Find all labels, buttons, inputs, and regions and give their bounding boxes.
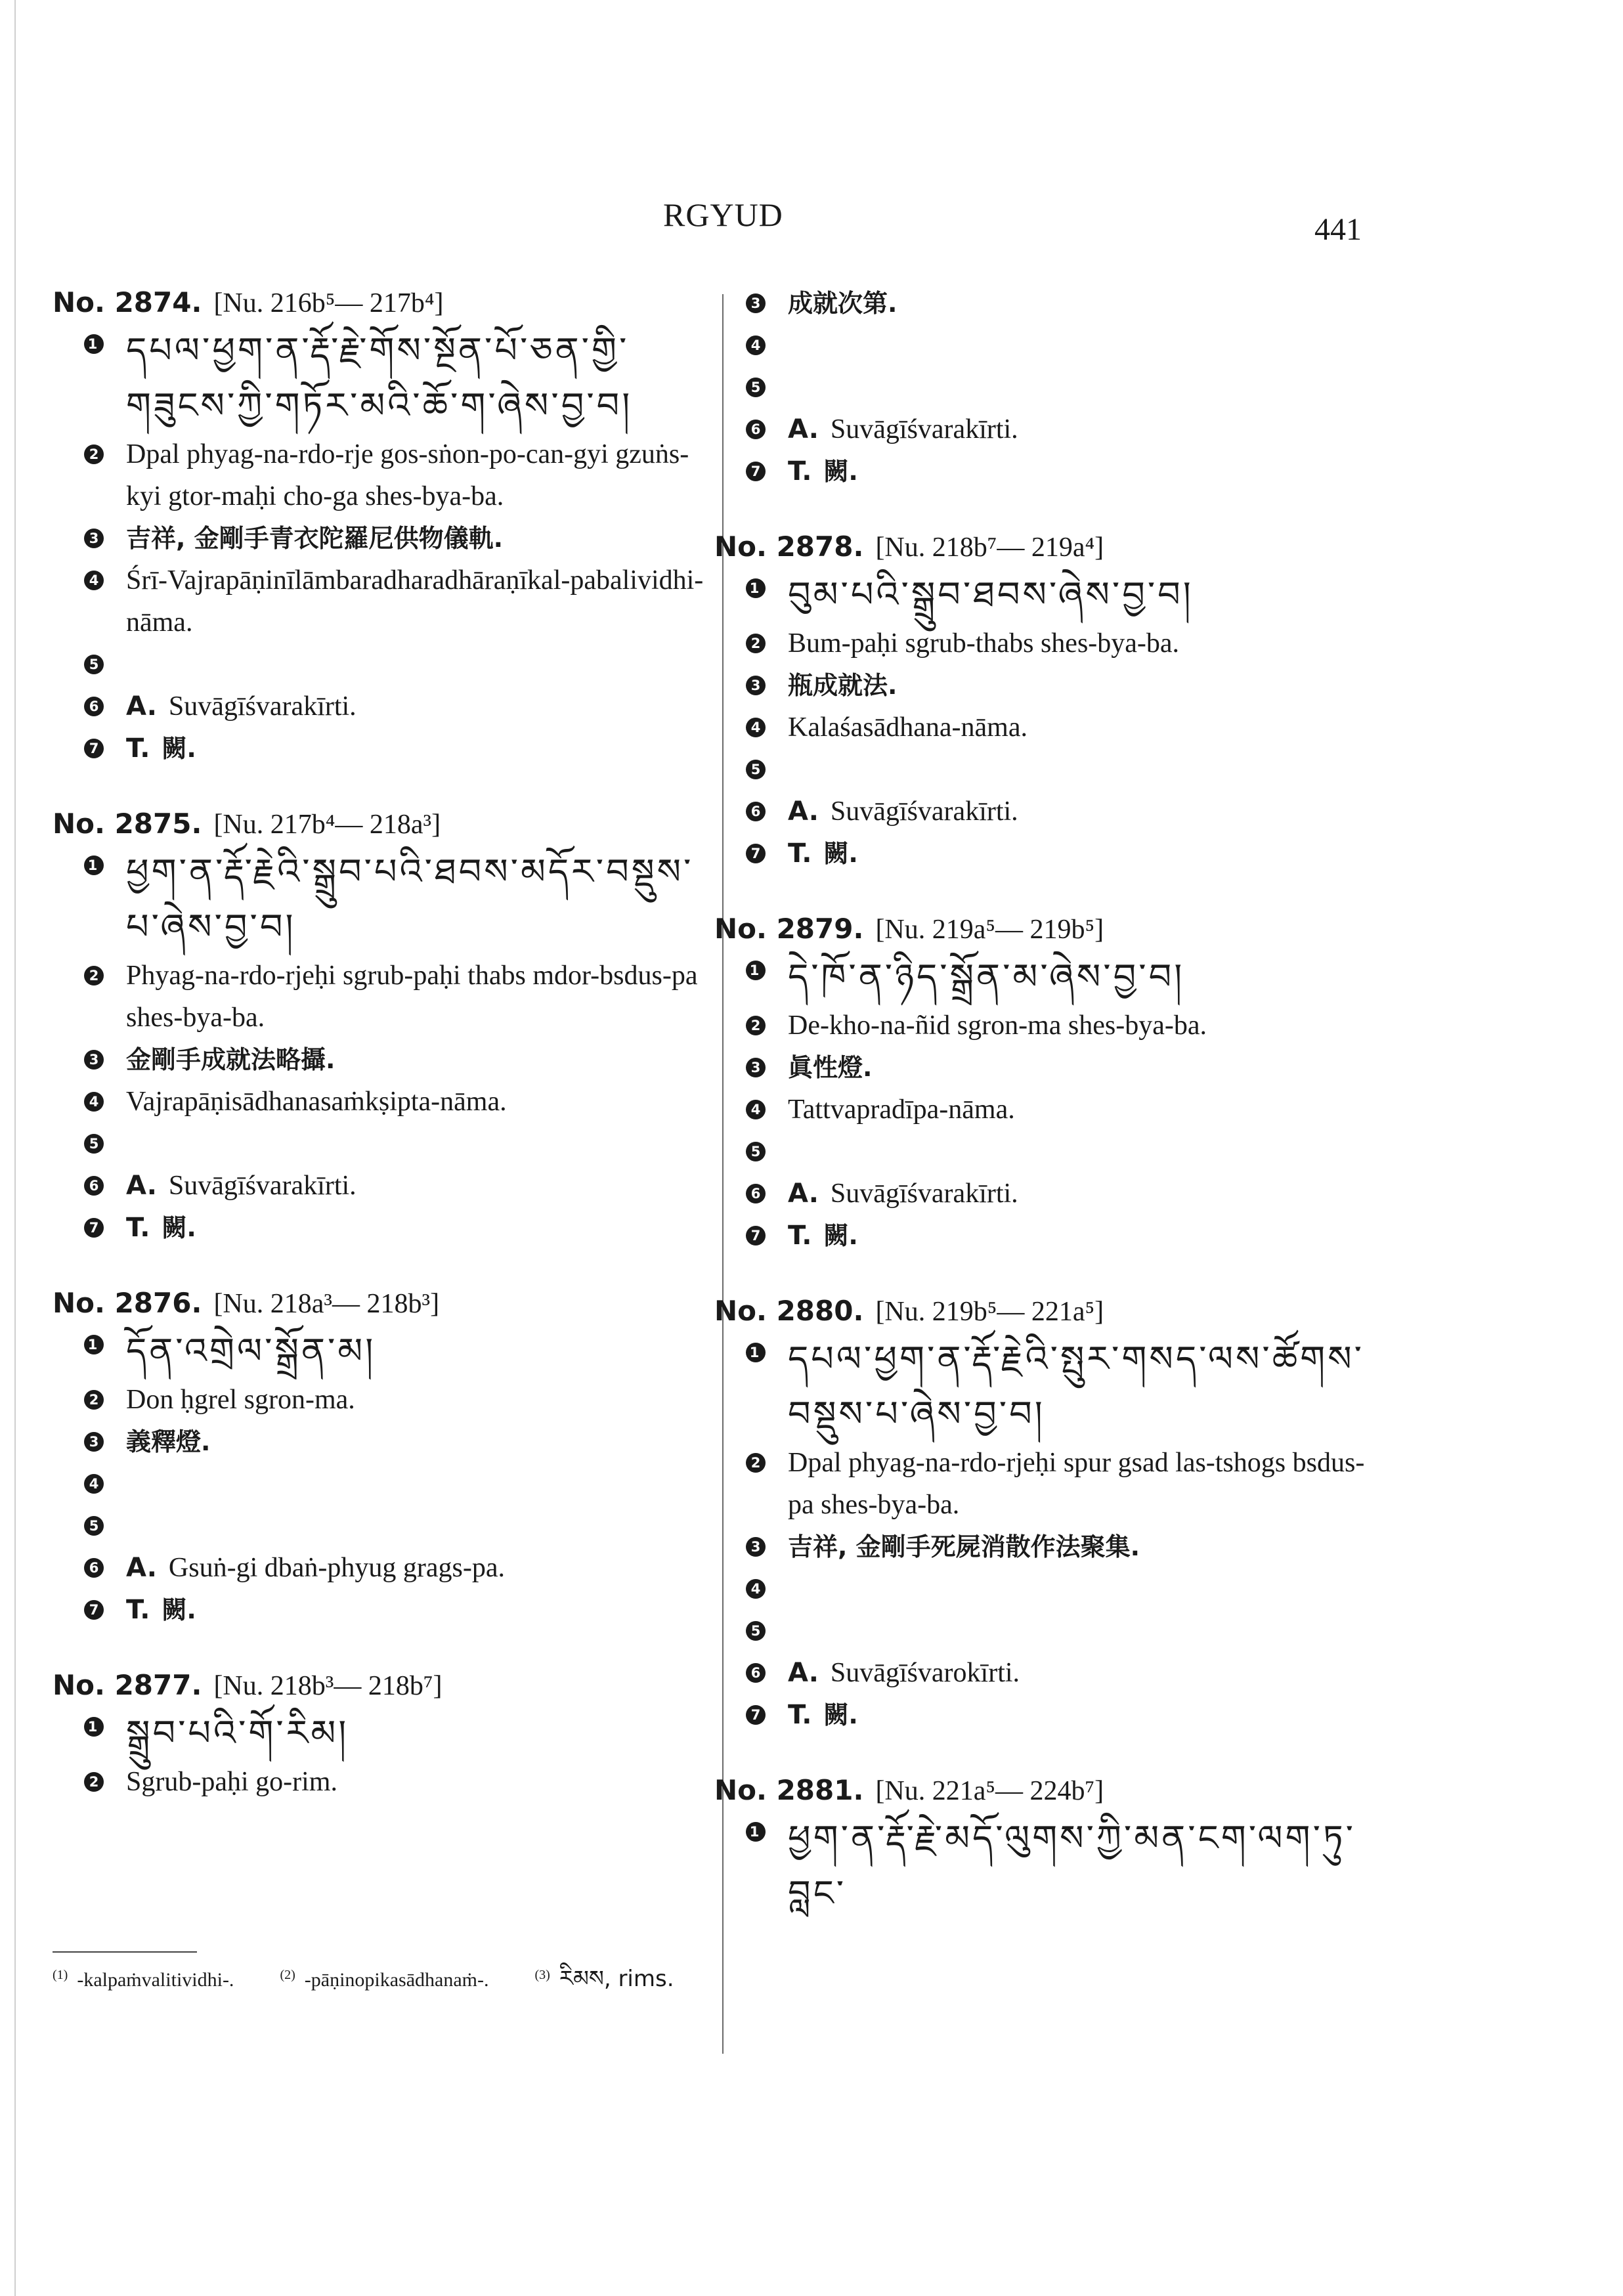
entry-field-empty (53, 643, 709, 685)
romanized-title: Don ḥgrel sgron-ma. (126, 1385, 355, 1415)
field-number-badge: 3 (746, 293, 766, 313)
entry-field-empty (714, 366, 1371, 408)
page-edge (14, 0, 16, 2296)
entry-field-empty (714, 1131, 1371, 1173)
entry-field-trans (714, 833, 1371, 875)
author-name: Suvāgīśvarakīrti. (168, 691, 357, 722)
field-number-badge: 4 (84, 1474, 104, 1494)
field-number-badge: 1 (84, 334, 104, 354)
author-label: A. (126, 1553, 157, 1583)
romanized-title: Dpal phyag-na-rdo-rje gos-sṅon-po-can-gyi gzuṅs-kyi gtor-maḥi cho-ga shes-bya-ba. (126, 439, 689, 511)
field-number-badge: 5 (84, 655, 104, 674)
footnote-item (53, 1962, 234, 1993)
tibetan-title: ཕྱག་ན་རྡོ་རྗེའི་སྒྲུབ་པའི་ཐབས་མདོར་བསྡུས་པ་ཞེས་བྱ་བ། (126, 851, 694, 947)
author-label: A. (788, 414, 819, 444)
tibetan-title: བུམ་པའི་སྒྲུབ་ཐབས་ཞེས་བྱ་བ། (788, 574, 1194, 615)
field-number-badge: 7 (84, 1218, 104, 1238)
entry-field-tib (714, 1332, 1371, 1442)
entry-number: No. 2881. (714, 1774, 864, 1806)
entry-field-rom (53, 955, 709, 1039)
field-number-badge: 3 (84, 529, 104, 548)
entry-field-tib (53, 1324, 709, 1379)
field-number-badge: 3 (84, 1432, 104, 1452)
chinese-title: 金剛手成就法略攝. (126, 1045, 335, 1074)
translator-label: T. (788, 456, 812, 487)
romanized-title: Phyag-na-rdo-rjeḥi sgrub-paḥi thabs mdor-bsdus-pa shes-bya-ba. (126, 961, 698, 1033)
entry-number: No. 2877. (53, 1669, 202, 1701)
field-number-badge: 7 (746, 1705, 766, 1725)
field-number-badge: 6 (746, 420, 766, 439)
catalog-entry (714, 1291, 1371, 1736)
footnote-mark: (2) (280, 1968, 295, 1982)
entry-field-trans (714, 450, 1371, 492)
author-label: A. (788, 1179, 819, 1209)
catalog-entry (714, 527, 1371, 875)
entry-number: No. 2880. (714, 1295, 864, 1327)
running-header: RGYUD (663, 196, 783, 233)
entry-field-skt (714, 706, 1371, 748)
entry-field-chi (53, 517, 709, 559)
translator-value: 闕. (823, 1221, 858, 1250)
author-label: A. (788, 1658, 819, 1688)
entry-field-chi (53, 1421, 709, 1463)
translator-label: T. (126, 1595, 150, 1625)
tibetan-title: ཕྱག་ན་རྡོ་རྗེ་མདོ་ལུགས་ཀྱི་མན་ངག་ལག་ཏུ་བླང་ (788, 1817, 1356, 1914)
translator-value: 闕. (823, 457, 858, 486)
entry-heading (714, 1770, 1371, 1811)
field-number-badge: 1 (746, 1822, 766, 1842)
romanized-title: Bum-paḥi sgrub-thabs shes-bya-ba. (788, 628, 1180, 659)
entry-field-trans (714, 1694, 1371, 1736)
right-column (714, 282, 1371, 1955)
entry-reference: [Nu. 219a⁵— 219b⁵] (875, 915, 1104, 945)
footnote-rule (53, 1951, 197, 1953)
entry-reference: [Nu. 219b⁵— 221a⁵] (875, 1297, 1104, 1327)
entry-reference: [Nu. 218a³— 218b³] (213, 1289, 440, 1319)
author-name: Gsuṅ-gi dbaṅ-phyug grags-pa. (168, 1553, 505, 1583)
field-number-badge: 4 (84, 571, 104, 590)
chinese-title: 成就次第. (788, 289, 898, 318)
entry-field-chi (714, 282, 1371, 324)
entry-field-empty (714, 1568, 1371, 1610)
chinese-title: 眞性燈. (788, 1053, 873, 1082)
entry-field-empty (714, 324, 1371, 366)
entry-field-empty (714, 748, 1371, 791)
footnote-mark: (3) (534, 1968, 550, 1982)
entry-field-skt (714, 1089, 1371, 1131)
field-number-badge: 7 (84, 1600, 104, 1620)
catalog-entry (53, 1665, 709, 1803)
entry-heading (714, 909, 1371, 949)
romanized-title: De-kho-na-ñid sgron-ma shes-bya-ba. (788, 1010, 1207, 1041)
field-number-badge: 6 (746, 1663, 766, 1683)
entry-field-skt (53, 559, 709, 643)
entry-field-tib (53, 1706, 709, 1761)
entry-heading (714, 527, 1371, 567)
field-number-badge: 2 (746, 634, 766, 653)
entry-number: No. 2875. (53, 808, 202, 840)
entry-field-trans (53, 1589, 709, 1631)
author-name: Suvāgīśvarakīrti. (830, 1179, 1018, 1209)
translator-value: 闕. (162, 734, 196, 763)
translator-value: 闕. (823, 839, 858, 868)
entry-heading (53, 804, 709, 844)
sanskrit-title: Tattvapradīpa-nāma. (788, 1094, 1015, 1125)
entry-reference: [Nu. 216b⁵— 217b⁴] (213, 288, 444, 318)
entry-field-empty (714, 1610, 1371, 1652)
romanized-title: Dpal phyag-na-rdo-rjeḥi spur gsad las-tshogs bsdus-pa shes-bya-ba. (788, 1448, 1365, 1520)
author-name: Suvāgīśvarakīrti. (830, 796, 1018, 827)
entry-field-empty (53, 1463, 709, 1505)
field-number-badge: 7 (746, 1226, 766, 1245)
entry-field-rom (53, 1761, 709, 1803)
entry-field-rom (53, 1379, 709, 1421)
catalog-entry (714, 909, 1371, 1257)
footnote-item (535, 1962, 674, 1993)
sanskrit-title: Vajrapāṇisādhanasaṁkṣipta-nāma. (126, 1087, 507, 1117)
author-label: A. (126, 1171, 157, 1201)
entry-field-tib (53, 844, 709, 955)
field-number-badge: 7 (746, 462, 766, 481)
entry-heading (714, 1291, 1371, 1332)
entry-field-trans (714, 1215, 1371, 1257)
field-number-badge: 1 (84, 856, 104, 875)
entry-field-empty (53, 1123, 709, 1165)
field-number-badge: 2 (84, 1390, 104, 1410)
field-number-badge: 4 (746, 718, 766, 737)
entry-number: No. 2874. (53, 286, 202, 318)
chinese-title: 吉祥, 金剛手死屍消散作法聚集. (788, 1532, 1140, 1561)
field-number-badge: 5 (746, 1621, 766, 1641)
field-number-badge: 1 (746, 961, 766, 980)
entry-field-empty (53, 1505, 709, 1547)
field-number-badge: 1 (84, 1335, 104, 1354)
translator-label: T. (788, 1700, 812, 1730)
entry-field-author (53, 1547, 709, 1589)
entry-field-skt (53, 1081, 709, 1123)
chinese-title: 義釋燈. (126, 1427, 211, 1456)
author-label: A. (788, 796, 819, 827)
entry-reference: [Nu. 218b³— 218b⁷] (213, 1671, 443, 1701)
entry-field-chi (714, 1526, 1371, 1568)
translator-value: 闕. (162, 1595, 196, 1624)
field-number-badge: 7 (746, 844, 766, 863)
field-number-badge: 4 (746, 1579, 766, 1599)
footnote-text: -pāṇinopikasādhanaṁ-. (304, 1969, 489, 1991)
footnote-mark: (1) (53, 1968, 68, 1982)
field-number-badge: 5 (84, 1134, 104, 1154)
field-number-badge: 5 (84, 1516, 104, 1536)
author-name: Suvāgīśvarakīrti. (168, 1171, 357, 1201)
translator-label: T. (788, 838, 812, 869)
entry-field-author (714, 1652, 1371, 1694)
entry-field-author (714, 1173, 1371, 1215)
translator-value: 闕. (823, 1700, 858, 1729)
field-number-badge: 3 (746, 1537, 766, 1557)
field-number-badge: 1 (746, 578, 766, 598)
entry-number: No. 2876. (53, 1287, 202, 1319)
field-number-badge: 2 (84, 966, 104, 986)
footnotes (53, 1962, 720, 1993)
author-label: A. (126, 691, 157, 722)
footnote-text: -kalpaṁvalitividhi-. (77, 1969, 234, 1991)
field-number-badge: 6 (84, 1176, 104, 1196)
field-number-badge: 6 (84, 1558, 104, 1578)
footnote-item (280, 1962, 488, 1993)
field-number-badge: 1 (84, 1717, 104, 1737)
entry-field-author (714, 408, 1371, 450)
chinese-title: 吉祥, 金剛手青衣陀羅尼供物儀軌. (126, 524, 504, 553)
field-number-badge: 4 (746, 1100, 766, 1119)
chinese-title: 瓶成就法. (788, 671, 898, 700)
footnote-text: རིམས, rims. (559, 1966, 674, 1992)
entry-field-chi (714, 1047, 1371, 1089)
entry-heading (53, 1283, 709, 1324)
entry-reference: [Nu. 221a⁵— 224b⁷] (875, 1776, 1104, 1806)
field-number-badge: 3 (84, 1050, 104, 1070)
sanskrit-title: Śrī-Vajrapāṇinīlāmbaradharadhāraṇīkal-pabalividhi-nāma. (126, 565, 704, 638)
entry-field-tib (714, 949, 1371, 1005)
entry-field-chi (53, 1039, 709, 1081)
entry-field-rom (53, 433, 709, 517)
field-number-badge: 1 (746, 1343, 766, 1362)
field-number-badge: 5 (746, 378, 766, 397)
page-number: 441 (1314, 212, 1362, 247)
left-column (53, 282, 709, 1837)
entry-field-author (53, 685, 709, 727)
tibetan-title: དོན་འགྲེལ་སྒྲོན་མ། (126, 1330, 376, 1372)
entry-field-chi (714, 664, 1371, 706)
catalog-entry (53, 282, 709, 769)
field-number-badge: 4 (746, 336, 766, 355)
tibetan-title: དཔལ་ཕྱག་ན་རྡོ་རྗེ་གོས་སྔོན་པོ་ཅན་གྱི་གཟུངས་ཀྱི་གཏོར་མའི་ཆོ་ག་ཞེས་བྱ་བ། (126, 330, 633, 426)
field-number-badge: 4 (84, 1092, 104, 1112)
entry-number: No. 2879. (714, 913, 864, 945)
catalog-entry (53, 804, 709, 1249)
field-number-badge: 5 (746, 1142, 766, 1161)
sanskrit-title: Kalaśasādhana-nāma. (788, 712, 1028, 743)
entry-field-tib (714, 567, 1371, 622)
entry-field-rom (714, 622, 1371, 664)
author-name: Suvāgīśvarakīrti. (830, 414, 1018, 444)
field-number-badge: 2 (746, 1453, 766, 1473)
entry-field-trans (53, 1207, 709, 1249)
field-number-badge: 6 (746, 802, 766, 821)
catalog-entry (714, 282, 1371, 492)
field-number-badge: 6 (84, 697, 104, 716)
field-number-badge: 2 (84, 444, 104, 464)
entry-field-rom (714, 1005, 1371, 1047)
catalog-entry (714, 1770, 1371, 1921)
field-number-badge: 5 (746, 760, 766, 779)
romanized-title: Sgrub-paḥi go-rim. (126, 1767, 337, 1797)
field-number-badge: 3 (746, 1058, 766, 1077)
entry-reference: [Nu. 217b⁴— 218a³] (213, 810, 441, 840)
entry-heading (53, 1665, 709, 1706)
entry-field-tib (714, 1811, 1371, 1921)
translator-label: T. (126, 733, 150, 764)
field-number-badge: 3 (746, 676, 766, 695)
translator-value: 闕. (162, 1213, 196, 1242)
entry-field-rom (714, 1442, 1371, 1526)
author-name: Suvāgīśvarokīrti. (830, 1658, 1020, 1688)
tibetan-title: དཔལ་ཕྱག་ན་རྡོ་རྗེའི་སྤུར་གསད་ལས་ཚོགས་བསྡུས་པ་ཞེས་བྱ་བ། (788, 1338, 1364, 1435)
entry-number: No. 2878. (714, 531, 864, 563)
field-number-badge: 6 (746, 1184, 766, 1203)
tibetan-title: སྒྲུབ་པའི་གོ་རིམ། (126, 1712, 349, 1754)
translator-label: T. (788, 1221, 812, 1251)
field-number-badge: 2 (84, 1772, 104, 1792)
entry-field-tib (53, 323, 709, 433)
field-number-badge: 7 (84, 739, 104, 758)
entry-field-trans (53, 727, 709, 769)
catalog-entry (53, 1283, 709, 1631)
entry-field-author (714, 791, 1371, 833)
field-number-badge: 2 (746, 1016, 766, 1035)
entry-reference: [Nu. 218b⁷— 219a⁴] (875, 532, 1104, 563)
entry-heading (53, 282, 709, 323)
tibetan-title: དེ་ཁོ་ན་ཉིད་སྒྲོན་མ་ཞེས་བྱ་བ། (788, 956, 1185, 997)
entry-field-author (53, 1165, 709, 1207)
translator-label: T. (126, 1213, 150, 1243)
